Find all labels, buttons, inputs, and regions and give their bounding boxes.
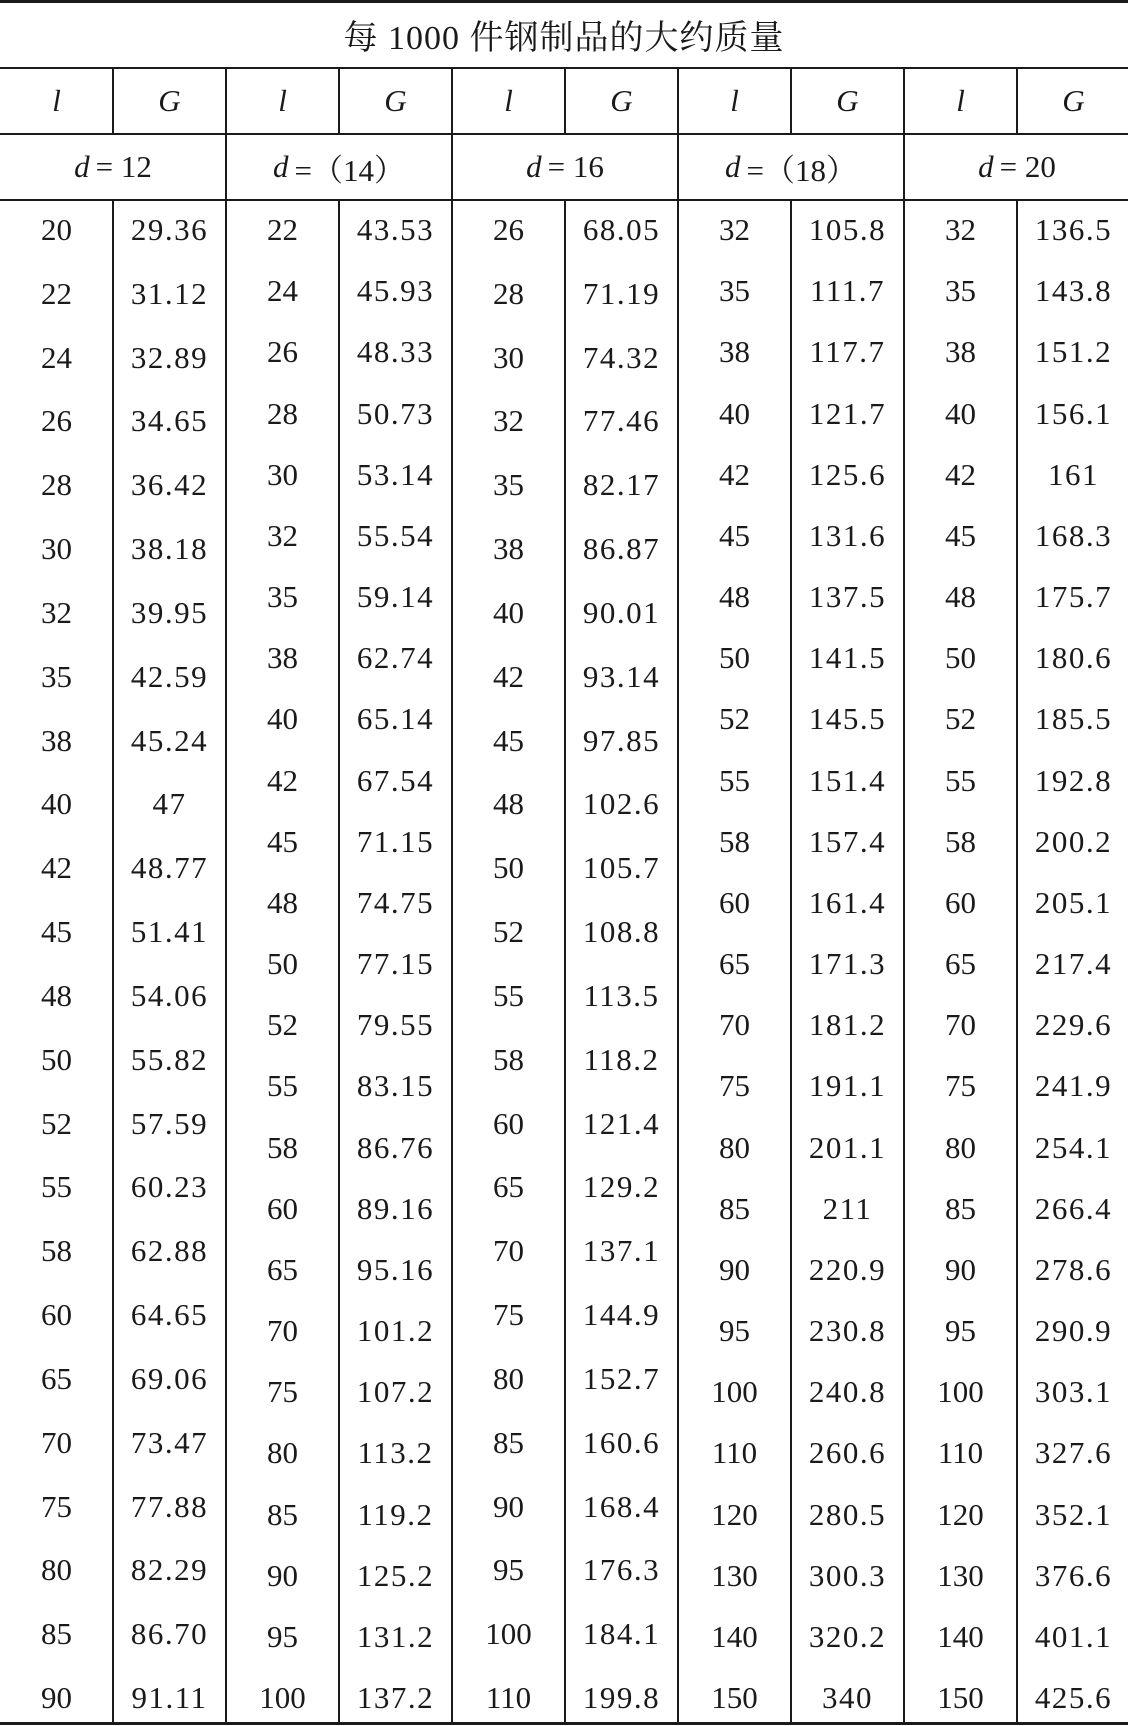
length-cell: 60 [267,1191,298,1226]
length-cell: 55 [493,978,524,1013]
mass-cell: 184.1 [582,1616,661,1651]
length-cell: 80 [267,1435,298,1470]
mass-cell: 86.76 [356,1130,435,1165]
length-cell: 32 [41,595,72,630]
mass-cell: 48.77 [130,850,209,885]
length-cell: 140 [711,1619,758,1654]
mass-cell: 111.7 [810,273,885,308]
length-cell: 35 [719,273,750,308]
length-cell: 65 [41,1361,72,1396]
mass-cell: 176.3 [582,1552,661,1587]
length-cell: 24 [267,273,298,308]
mass-cell: 327.6 [1034,1435,1113,1470]
diameter-symbol: d [725,149,741,184]
mass-cell: 205.1 [1034,885,1113,920]
mass-cell: 192.8 [1034,763,1113,798]
length-cell: 90 [267,1558,298,1593]
length-cell: 26 [493,212,524,247]
mass-cell: 129.2 [582,1169,661,1204]
mass-cell: 152.7 [582,1361,661,1396]
mass-cell: 168.3 [1034,518,1113,553]
length-cell: 48 [719,579,750,614]
mass-cell: 43.53 [356,212,435,247]
length-cell: 75 [267,1374,298,1409]
length-cell: 65 [267,1252,298,1287]
length-cell: 90 [945,1252,976,1287]
diameter-value: = 12 [95,149,152,184]
header-length: l [278,83,287,118]
mass-cell: 57.59 [130,1106,209,1141]
mass-cell: 300.3 [808,1558,887,1593]
mass-cell: 229.6 [1034,1007,1113,1042]
mass-cell: 145.5 [808,701,887,736]
diameter-group-label [452,134,678,200]
mass-cell: 320.2 [808,1619,887,1654]
length-cell: 85 [267,1497,298,1532]
header-mass: G [610,83,633,118]
length-cell: 32 [945,212,976,247]
mass-cell: 181.2 [808,1007,887,1042]
length-cell: 70 [493,1233,524,1268]
mass-cell: 105.7 [582,850,661,885]
mass-cell: 303.1 [1034,1374,1113,1409]
length-cell: 32 [719,212,750,247]
length-cell: 70 [267,1313,298,1348]
mass-cell: 180.6 [1034,640,1113,675]
mass-cell: 185.5 [1034,701,1113,736]
mass-cell: 90.01 [582,595,661,630]
length-cell: 65 [945,946,976,981]
length-cell: 45 [41,914,72,949]
mass-cell: 161.4 [808,885,887,920]
mass-cell: 45.24 [130,723,209,758]
mass-cell: 121.7 [808,396,887,431]
length-cell: 52 [41,1106,72,1141]
length-cell: 130 [937,1558,984,1593]
mass-cell: 71.19 [582,276,661,311]
diameter-group-label [904,134,1128,200]
length-cell: 32 [493,403,524,438]
mass-cell: 45.93 [356,273,435,308]
length-cell: 52 [493,914,524,949]
length-cell: 26 [267,334,298,369]
length-cell: 150 [711,1680,758,1715]
mass-cell: 82.29 [130,1552,209,1587]
length-cell: 35 [493,467,524,502]
length-cell: 48 [267,885,298,920]
length-cell: 40 [493,595,524,630]
length-cell: 80 [493,1361,524,1396]
length-cell: 55 [267,1068,298,1103]
mass-cell: 290.9 [1034,1313,1113,1348]
mass-cell: 425.6 [1034,1680,1113,1715]
length-cell: 50 [41,1042,72,1077]
mass-cell: 86.87 [582,531,661,566]
mass-cell: 62.88 [130,1233,209,1268]
diameter-symbol: d [526,149,542,184]
diameter-group-label [226,134,452,200]
mass-cell: 121.4 [582,1106,661,1141]
length-cell: 60 [945,885,976,920]
mass-cell: 113.2 [357,1435,434,1470]
mass-cell: 95.16 [356,1252,435,1287]
mass-cell: 160.6 [582,1425,661,1460]
length-cell: 70 [719,1007,750,1042]
mass-cell: 105.8 [808,212,887,247]
length-cell: 80 [945,1130,976,1165]
mass-cell: 55.82 [130,1042,209,1077]
mass-cell: 68.05 [582,212,661,247]
length-cell: 65 [719,946,750,981]
mass-cell: 74.75 [356,885,435,920]
length-cell: 90 [41,1680,72,1715]
length-cell: 55 [719,763,750,798]
mass-cell: 137.1 [582,1233,661,1268]
length-cell: 50 [267,946,298,981]
length-cell: 38 [493,531,524,566]
mass-cell: 65.14 [356,701,435,736]
mass-cell: 151.4 [808,763,887,798]
header-length: l [504,83,513,118]
length-cell: 40 [41,786,72,821]
length-cell: 95 [267,1619,298,1654]
mass-cell: 53.14 [356,457,435,492]
mass-cell: 260.6 [808,1435,887,1470]
length-cell: 130 [711,1558,758,1593]
mass-cell: 62.74 [356,640,435,675]
length-cell: 100 [259,1680,306,1715]
mass-cell: 86.70 [130,1616,209,1651]
diameter-value: = 20 [999,149,1056,184]
length-cell: 48 [493,786,524,821]
mass-cell: 36.42 [130,467,209,502]
length-cell: 42 [945,457,976,492]
header-length: l [956,83,965,118]
mass-cell: 161 [1048,457,1099,492]
header-length: l [52,83,61,118]
mass-cell: 280.5 [808,1497,887,1532]
mass-cell: 137.2 [356,1680,435,1715]
length-cell: 55 [41,1169,72,1204]
length-cell: 50 [945,640,976,675]
length-cell: 42 [267,763,298,798]
mass-cell: 54.06 [130,978,209,1013]
mass-cell: 266.4 [1034,1191,1113,1226]
length-cell: 22 [41,276,72,311]
length-cell: 75 [945,1068,976,1103]
length-cell: 55 [945,763,976,798]
length-cell: 35 [267,579,298,614]
mass-cell: 191.1 [808,1068,887,1103]
length-cell: 90 [493,1489,524,1524]
diameter-group-label [0,134,226,200]
diameter-value: =（18） [746,152,857,188]
mass-cell: 73.47 [130,1425,209,1460]
length-cell: 58 [267,1130,298,1165]
length-cell: 50 [719,640,750,675]
mass-cell: 64.65 [130,1297,209,1332]
length-cell: 65 [493,1169,524,1204]
header-length: l [730,83,739,118]
length-cell: 58 [719,824,750,859]
header-mass: G [1062,83,1085,118]
length-cell: 35 [945,273,976,308]
length-cell: 95 [719,1313,750,1348]
length-cell: 26 [41,403,72,438]
length-cell: 75 [493,1297,524,1332]
mass-cell: 136.5 [1034,212,1113,247]
mass-cell: 278.6 [1034,1252,1113,1287]
mass-cell: 97.85 [582,723,661,758]
length-cell: 38 [719,334,750,369]
mass-cell: 144.9 [582,1297,661,1332]
mass-cell: 217.4 [1034,946,1113,981]
mass-cell: 34.65 [130,403,209,438]
length-cell: 100 [485,1616,532,1651]
mass-cell: 401.1 [1034,1619,1113,1654]
mass-cell: 201.1 [808,1130,887,1165]
length-cell: 30 [493,340,524,375]
length-cell: 95 [493,1552,524,1587]
mass-cell: 141.5 [808,640,887,675]
mass-cell: 220.9 [808,1252,887,1287]
mass-cell: 157.4 [808,824,887,859]
mass-cell: 32.89 [130,340,209,375]
length-cell: 28 [41,467,72,502]
mass-cell: 131.2 [356,1619,435,1654]
length-cell: 30 [267,457,298,492]
mass-cell: 48.33 [356,334,435,369]
length-cell: 100 [711,1374,758,1409]
length-cell: 42 [719,457,750,492]
length-cell: 50 [493,850,524,885]
length-cell: 80 [719,1130,750,1165]
mass-cell: 31.12 [130,276,209,311]
mass-cell: 101.2 [356,1313,435,1348]
length-cell: 48 [945,579,976,614]
length-cell: 120 [711,1497,758,1532]
diameter-group-label [678,134,904,200]
diameter-symbol: d [273,149,289,184]
mass-cell: 69.06 [130,1361,209,1396]
length-cell: 30 [41,531,72,566]
length-cell: 75 [41,1489,72,1524]
length-cell: 42 [493,659,524,694]
length-cell: 95 [945,1313,976,1348]
length-cell: 120 [937,1497,984,1532]
length-cell: 60 [719,885,750,920]
length-cell: 150 [937,1680,984,1715]
length-cell: 40 [719,396,750,431]
mass-cell: 117.7 [809,334,886,369]
mass-cell: 59.14 [356,579,435,614]
mass-cell: 340 [822,1680,873,1715]
mass-cell: 107.2 [356,1374,435,1409]
mass-cell: 143.8 [1034,273,1113,308]
length-cell: 28 [267,396,298,431]
diameter-symbol: d [978,149,994,184]
length-cell: 100 [937,1374,984,1409]
mass-cell: 39.95 [130,595,209,630]
mass-cell: 102.6 [582,786,661,821]
length-cell: 45 [493,723,524,758]
length-cell: 45 [267,824,298,859]
mass-cell: 42.59 [130,659,209,694]
length-cell: 58 [945,824,976,859]
length-cell: 110 [937,1435,984,1470]
length-cell: 85 [945,1191,976,1226]
mass-cell: 151.2 [1034,334,1113,369]
mass-cell: 50.73 [356,396,435,431]
mass-cell: 77.88 [130,1489,209,1524]
length-cell: 42 [41,850,72,885]
mass-cell: 376.6 [1034,1558,1113,1593]
mass-cell: 38.18 [130,531,209,566]
length-cell: 35 [41,659,72,694]
mass-cell: 230.8 [808,1313,887,1348]
diameter-symbol: d [74,149,90,184]
table-title: 每 1000 件钢制品的大约质量 [343,19,785,57]
length-cell: 24 [41,340,72,375]
length-cell: 38 [41,723,72,758]
table-rule [0,0,1128,3]
mass-cell: 67.54 [356,763,435,798]
mass-cell: 200.2 [1034,824,1113,859]
mass-cell: 240.8 [808,1374,887,1409]
length-cell: 22 [267,212,298,247]
mass-cell: 77.15 [356,946,435,981]
length-cell: 52 [267,1007,298,1042]
length-cell: 85 [41,1616,72,1651]
length-cell: 70 [945,1007,976,1042]
length-cell: 48 [41,978,72,1013]
mass-cell: 47 [152,786,187,821]
mass-cell: 79.55 [356,1007,435,1042]
mass-cell: 119.2 [357,1497,434,1532]
length-cell: 85 [719,1191,750,1226]
mass-cell: 137.5 [808,579,887,614]
length-cell: 40 [267,701,298,736]
length-cell: 85 [493,1425,524,1460]
mass-cell: 131.6 [808,518,887,553]
mass-cell: 199.8 [582,1680,661,1715]
mass-cell: 89.16 [356,1191,435,1226]
mass-cell: 82.17 [582,467,661,502]
length-cell: 28 [493,276,524,311]
mass-cell: 125.6 [808,457,887,492]
header-mass: G [384,83,407,118]
mass-cell: 91.11 [131,1680,208,1715]
header-mass: G [836,83,859,118]
table-rule [0,1722,1128,1725]
mass-cell: 74.32 [582,340,661,375]
mass-cell: 118.2 [583,1042,660,1077]
mass-cell: 60.23 [130,1169,209,1204]
length-cell: 45 [719,518,750,553]
length-cell: 52 [945,701,976,736]
mass-cell: 175.7 [1034,579,1113,614]
length-cell: 90 [719,1252,750,1287]
mass-cell: 156.1 [1034,396,1113,431]
length-cell: 38 [267,640,298,675]
mass-cell: 211 [822,1191,873,1226]
length-cell: 60 [493,1106,524,1141]
length-cell: 60 [41,1297,72,1332]
length-cell: 140 [937,1619,984,1654]
mass-cell: 71.15 [356,824,435,859]
length-cell: 32 [267,518,298,553]
length-cell: 58 [41,1233,72,1268]
mass-cell: 254.1 [1034,1130,1113,1165]
length-cell: 58 [493,1042,524,1077]
length-cell: 45 [945,518,976,553]
length-cell: 52 [719,701,750,736]
header-mass: G [158,83,181,118]
mass-cell: 108.8 [582,914,661,949]
mass-cell: 241.9 [1034,1068,1113,1103]
length-cell: 38 [945,334,976,369]
mass-cell: 29.36 [130,212,209,247]
length-cell: 80 [41,1552,72,1587]
mass-cell: 55.54 [356,518,435,553]
mass-cell: 125.2 [356,1558,435,1593]
mass-cell: 77.46 [582,403,661,438]
mass-cell: 168.4 [582,1489,661,1524]
diameter-value: =（14） [294,152,405,188]
mass-cell: 171.3 [808,946,887,981]
mass-cell: 113.5 [583,978,660,1013]
length-cell: 40 [945,396,976,431]
length-cell: 110 [485,1680,532,1715]
length-cell: 20 [41,212,72,247]
length-cell: 110 [711,1435,758,1470]
mass-cell: 352.1 [1034,1497,1113,1532]
diameter-value: = 16 [547,149,604,184]
length-cell: 70 [41,1425,72,1460]
mass-cell: 83.15 [356,1068,435,1103]
mass-cell: 51.41 [130,914,209,949]
mass-cell: 93.14 [582,659,661,694]
length-cell: 75 [719,1068,750,1103]
